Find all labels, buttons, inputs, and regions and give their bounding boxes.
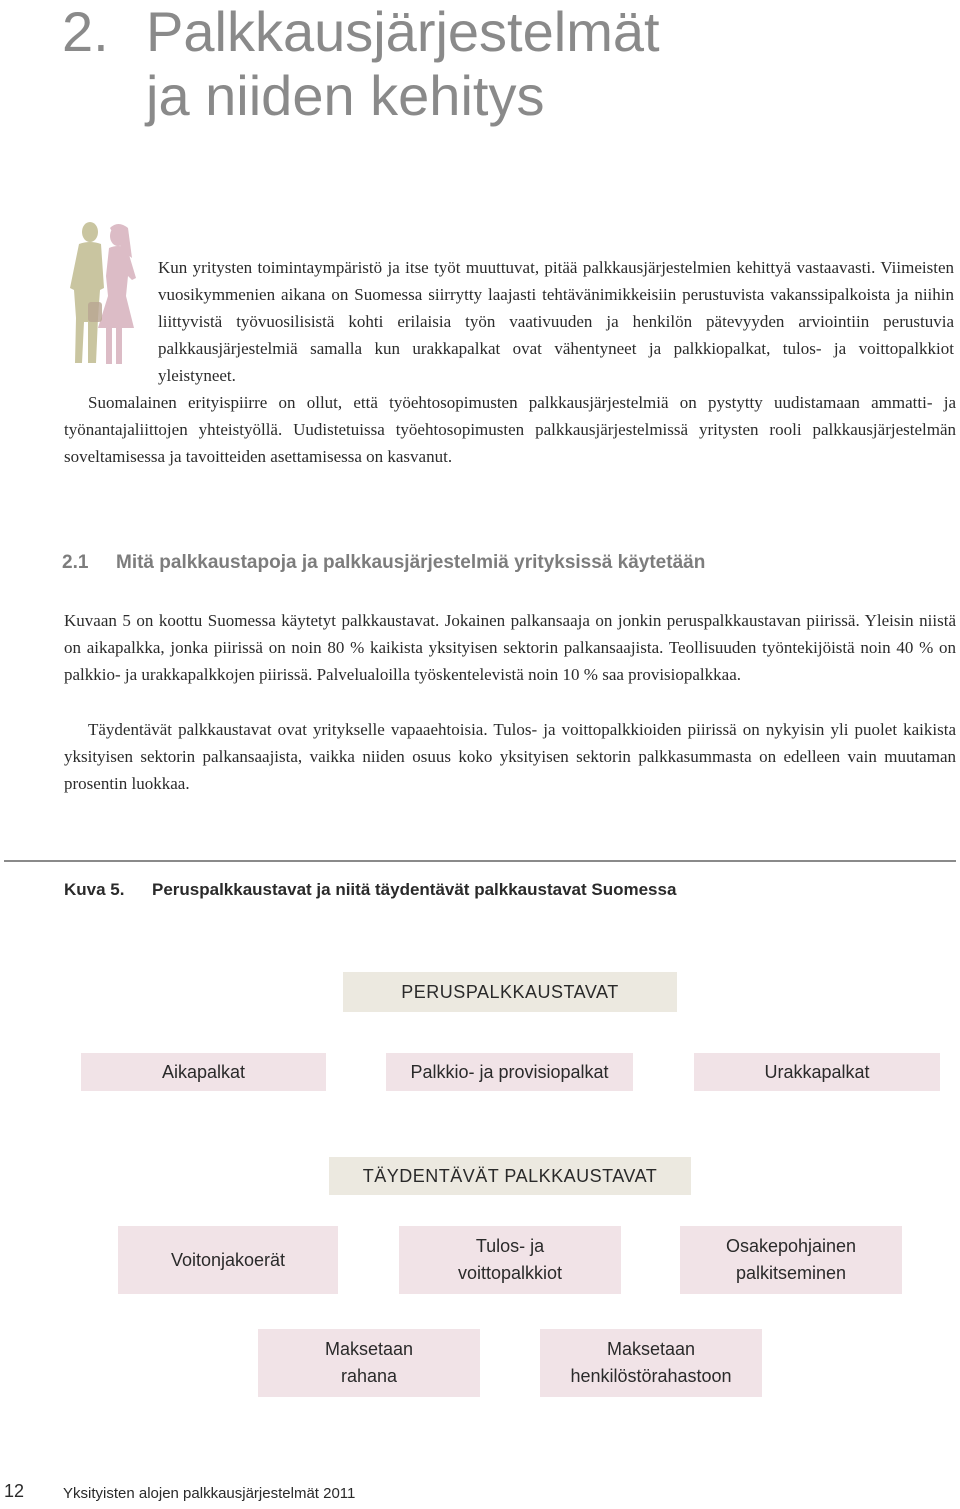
paid-to-personnel-fund-box: Maksetaan henkilöstörahastoon: [540, 1329, 762, 1397]
chapter-title: [62, 0, 660, 128]
figure-caption: [64, 880, 676, 900]
publication-title: Yksityisten alojen palkkausjärjestelmät 2011: [63, 1485, 356, 1502]
chapter-title-line2: ja niiden kehitys: [146, 64, 545, 127]
share-based-reward-box: Osakepohjainen palkitseminen: [680, 1226, 902, 1294]
section-paragraph-1: Kuvaan 5 on koottu Suomessa käytetyt palkkaustavat. Jokainen palkansaaja on jonkin peruspalkkaustavan piirissä. Yleisin niistä on aikapalkka, jonka piirissä on noin 80 % kaikista yksityisen sektorin palkansaajista. Teollisuuden työntekijöistä noin 40 % on palkkio- ja urakkapalkkojen piirissä. Palvelualoilla työskentelevistä noin 10 % saa provisiopalkkaa.: [64, 611, 956, 684]
figure-caption-text: Peruspalkkaustavat ja niitä täydentävät palkkaustavat Suomessa: [152, 880, 677, 899]
profit-sharing-box: Voitonjakoerät: [118, 1226, 338, 1294]
piece-rate-box: Urakkapalkat: [694, 1053, 940, 1091]
intro-paragraph-2: Suomalainen erityispiirre on ollut, että työehtosopimusten palkkausjärjestelmiä on pystytty uudistamaan ammatti- ja työnantajaliittojen yhteistyöllä. Uudistetuissa työehtosopimusten palkkausjärjestelmissä yritysten rooli palkkausjärjestelmän soveltamisessa ja tavoitteiden asettamisessa on kasvanut.: [64, 393, 956, 466]
base-pay-header-box: PERUSPALKKAUSTAVAT: [343, 972, 677, 1012]
section-heading: [62, 552, 705, 574]
time-rate-box: Aikapalkat: [81, 1053, 326, 1091]
page-number: 12: [4, 1481, 25, 1501]
figure-label: Kuva 5.: [64, 880, 125, 899]
intro-paragraph-1: Kun yritysten toimintaympäristö ja itse työt muuttuvat, pitää palkkausjärjestelmien kehittyä vastaavasti. Viimeisten vuosikymmenien aikana on Suomessa siirrytty laajasti tehtävänimikkeisiin perustuvista vakanssipalkoista ja niihin liittyvistä työvuosilisistä kohti erilaisia työn vaativuuden ja henkilön pätevyyden arviointiin perustuvia palkkausjärjestelmiä samalla kun urakkapalkat ovat vähentyneet ja palkkiopalkat, tulos- ja voittopalkkiot yleistyneet.: [158, 258, 954, 385]
section-title: Mitä palkkaustapoja ja palkkausjärjestelmiä yrityksissä käytetään: [116, 552, 706, 573]
people-silhouette-illustration: [66, 218, 146, 368]
bonus-commission-box: Palkkio- ja provisiopalkat: [386, 1053, 633, 1091]
paid-in-cash-box: Maksetaan rahana: [258, 1329, 480, 1397]
chapter-title-line1: Palkkausjärjestelmät: [146, 0, 660, 63]
section-number: 2.1: [62, 552, 89, 573]
section-paragraph-2: Täydentävät palkkaustavat ovat yritykselle vapaaehtoisia. Tulos- ja voittopalkkioiden piirissä on nykyisin yli puolet kaikista yksityisen sektorin palkansaajista, vaikka niiden osuus koko yksityisen sektorin palkkasummasta on edelleen vain muutaman prosentin luokkaa.: [64, 720, 956, 793]
chapter-number: 2.: [62, 0, 109, 63]
performance-bonus-box: Tulos- ja voittopalkkiot: [399, 1226, 621, 1294]
divider: [4, 860, 956, 862]
supplementary-pay-header-box: TÄYDENTÄVÄT PALKKAUSTAVAT: [329, 1157, 691, 1195]
